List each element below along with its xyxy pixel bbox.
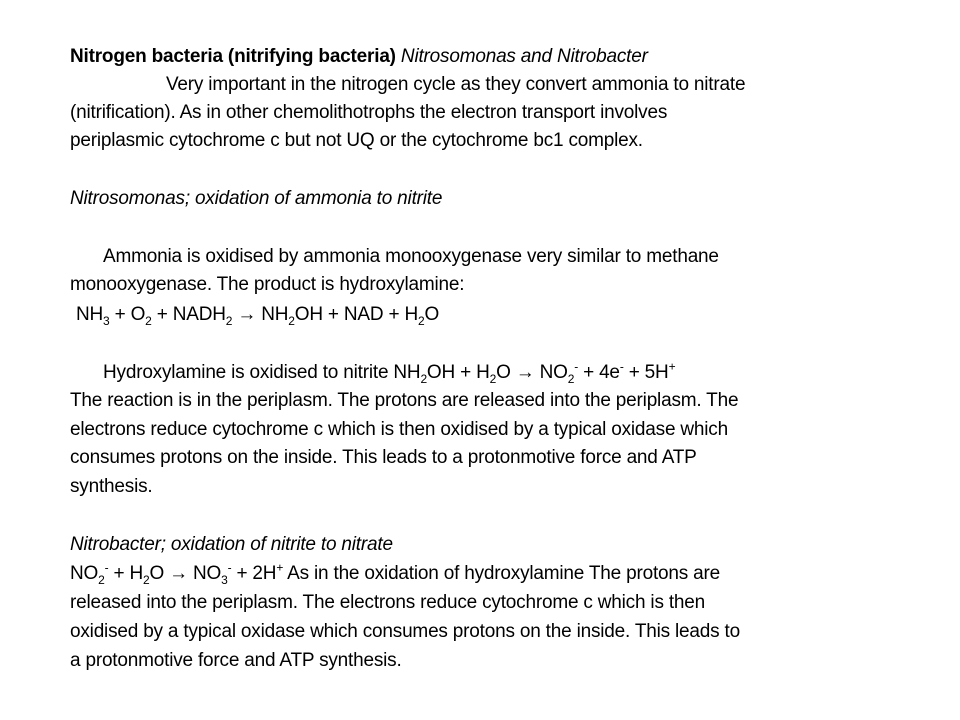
superscript: - bbox=[227, 560, 232, 575]
nitrobacter-heading: Nitrobacter; oxidation of nitrite to nitrate bbox=[70, 534, 393, 555]
equation-text: + 2H bbox=[231, 563, 277, 584]
subscript: 2 bbox=[225, 313, 233, 328]
paragraph-line: synthesis. bbox=[70, 476, 153, 497]
subscript: 2 bbox=[417, 313, 425, 328]
paragraph-line: a protonmotive force and ATP synthesis. bbox=[70, 650, 402, 671]
heading-name: Nitrosomonas bbox=[70, 188, 185, 209]
paragraph-line: Ammonia is oxidised by ammonia monooxygenase very similar to methane bbox=[103, 246, 719, 267]
equation-text: + O bbox=[109, 304, 146, 325]
superscript: + bbox=[668, 359, 676, 374]
paragraph-line: released into the periplasm. The electrons reduce cytochrome c which is then bbox=[70, 592, 706, 613]
equation-text: NH bbox=[76, 304, 104, 325]
equation-text: + NADH bbox=[151, 304, 226, 325]
subscript: 3 bbox=[103, 313, 110, 328]
paragraph-line: The reaction is in the periplasm. The protons are released into the periplasm. The bbox=[70, 390, 739, 411]
nitrosomonas-heading bbox=[70, 187, 442, 211]
equation-text: + 4e bbox=[578, 362, 620, 383]
heading-rest: ; oxidation of ammonia to nitrite bbox=[184, 188, 443, 209]
subscript: 2 bbox=[98, 572, 105, 587]
superscript: - bbox=[619, 359, 624, 374]
intro-line: periplasmic cytochrome c but not UQ or the cytochrome bc1 complex. bbox=[70, 130, 643, 151]
equation-ammonia-oxidation bbox=[76, 303, 439, 327]
intro-line: (nitrification). As in other chemolithotrophs the electron transport involves bbox=[70, 102, 668, 123]
intro-line: Very important in the nitrogen cycle as they convert ammonia to nitrate bbox=[166, 74, 746, 95]
equation-text: O → NO bbox=[496, 362, 568, 383]
superscript: + bbox=[276, 560, 284, 575]
equation-text: + H bbox=[108, 563, 143, 584]
subscript: 2 bbox=[145, 313, 152, 328]
subscript: 2 bbox=[288, 313, 295, 328]
subscript: 3 bbox=[221, 572, 228, 587]
equation-text: OH + H bbox=[426, 362, 490, 383]
equation-nitrite-oxidation bbox=[70, 562, 720, 586]
heading-italic: Nitrosomonas and Nitrobacter bbox=[400, 46, 648, 67]
equation-text: Hydroxylamine is oxidised to nitrite NH bbox=[103, 362, 421, 383]
superscript: - bbox=[104, 560, 109, 575]
subscript: 2 bbox=[420, 371, 427, 386]
equation-text: NO bbox=[70, 563, 99, 584]
paragraph-line: electrons reduce cytochrome c which is then oxidised by a typical oxidase which bbox=[70, 419, 728, 440]
superscript: - bbox=[574, 359, 579, 374]
equation-text: As in the oxidation of hydroxylamine The protons are bbox=[283, 563, 721, 584]
paragraph-line: consumes protons on the inside. This leads to a protonmotive force and ATP bbox=[70, 447, 697, 468]
equation-text: + 5H bbox=[623, 362, 669, 383]
paragraph-line: monooxygenase. The product is hydroxylamine: bbox=[70, 274, 465, 295]
subscript: 2 bbox=[142, 572, 150, 587]
subscript: 2 bbox=[567, 371, 575, 386]
section-heading bbox=[70, 45, 648, 69]
equation-text: OH + NAD + H bbox=[294, 304, 418, 325]
equation-hydroxylamine-oxidation bbox=[103, 361, 675, 385]
equation-text: O bbox=[424, 304, 440, 325]
subscript: 2 bbox=[489, 371, 497, 386]
heading-bold: Nitrogen bacteria (nitrifying bacteria) bbox=[70, 46, 396, 67]
paragraph-line: oxidised by a typical oxidase which consumes protons on the inside. This leads to bbox=[70, 621, 740, 642]
equation-text: → NH bbox=[232, 304, 289, 325]
equation-text: O → NO bbox=[149, 563, 222, 584]
